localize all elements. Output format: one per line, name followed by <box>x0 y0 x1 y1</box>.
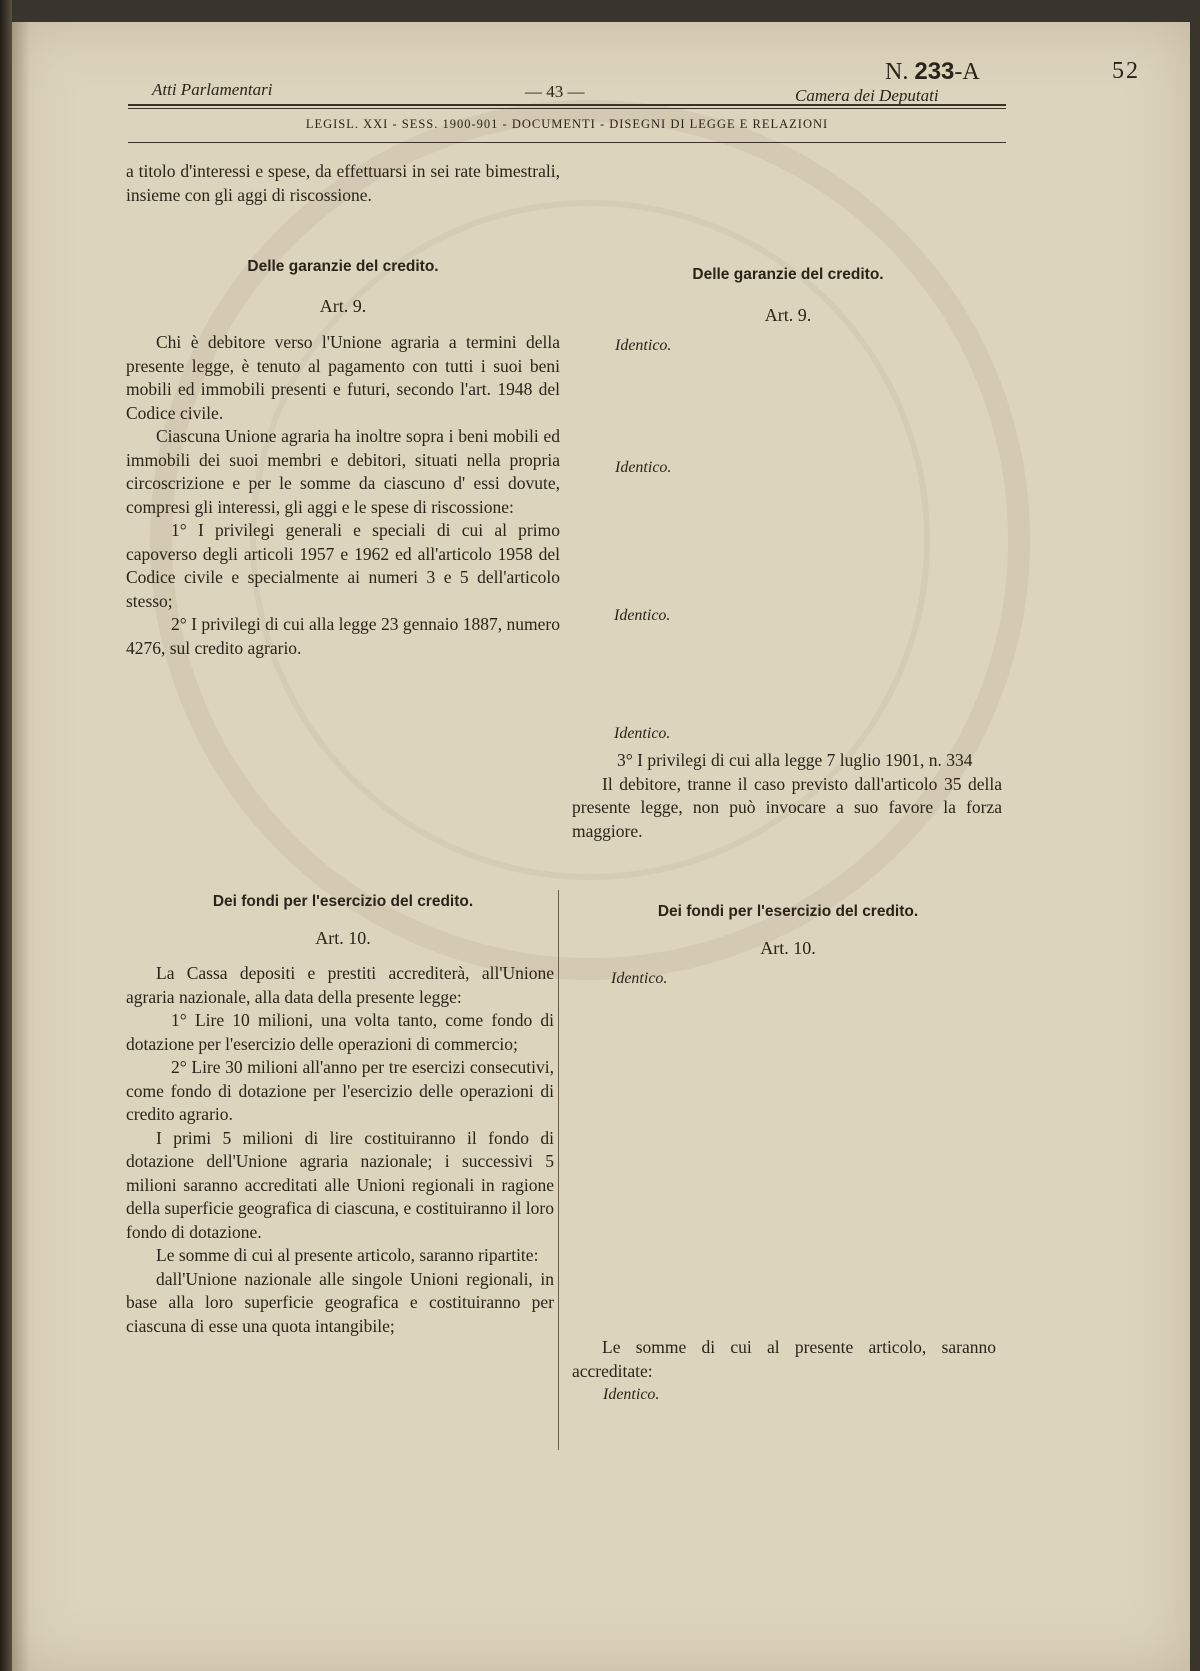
scan-left-edge <box>0 0 12 1671</box>
left-art10-title: Art. 10. <box>315 928 371 948</box>
right-art9-p3: 3° I privilegi di cui alla legge 7 luglio 1901, n. 334 <box>617 750 973 770</box>
right-art10-body <box>572 1336 996 1383</box>
left-section-title-fondi: Dei fondi per l'esercizio del credito. <box>212 893 474 910</box>
column-separator <box>558 890 559 1450</box>
document-number-value: 233 <box>914 58 955 85</box>
right-section-title-fondi: Dei fondi per l'esercizio del credito. <box>657 903 919 920</box>
right-art10-p5: Le somme di cui al presente articolo, saranno accreditate: <box>572 1337 996 1381</box>
right-identico-6: Identico. <box>603 1386 660 1403</box>
left-art10-p5: Le somme di cui al presente articolo, saranno ripartite: <box>156 1245 539 1265</box>
right-art10-heading <box>572 938 1004 959</box>
header-rule-bottom <box>128 142 1006 143</box>
header-subtitle: LEGISL. XXI - SESS. 1900-901 - DOCUMENTI - DISEGNI DI LEGGE E RELAZIONI <box>305 117 829 131</box>
left-art10-body <box>126 962 554 1338</box>
header-right: Camera dei Deputati <box>795 86 939 105</box>
header-rule-top-thin <box>128 108 1006 109</box>
left-art9-p3: 1° I privilegi generali e speciali di cui al primo capoverso degli articoli 1957 e 1962 ed all'articolo 1958 del Codice civile e specialmente ai numeri 3 e 5 dell'articolo stesso; <box>126 520 560 611</box>
left-art10-p4: I primi 5 milioni di lire costituiranno il fondo di dotazione dell'Unione agraria nazionale; i successivi 5 milioni saranno accreditati alle Unioni regionali in ragione della superficie geografica di ciascuna, e costituiranno il loro fondo di dotazione. <box>126 1127 554 1242</box>
document-number-suffix: -A <box>954 59 980 85</box>
left-art9-body <box>126 331 560 660</box>
left-art9-heading <box>126 296 560 317</box>
header-page-number: — 43 — <box>525 82 585 101</box>
left-art9-p2: Ciascuna Unione agraria ha inoltre sopra i beni mobili ed immobili dei suoi membri e debitori, situati nella propria circoscrizione e per le somme da ciascuno d' essi dovute, compresi gli interessi, gli aggi e le spese di riscossione: <box>126 426 560 517</box>
right-art9-title: Art. 9. <box>764 305 812 325</box>
header-rule-top <box>128 104 1006 106</box>
right-art9-body <box>572 749 1002 843</box>
left-art10-p1: La Cassa depositi e prestiti accrediterà, all'Unione agraria nazionale, alla data della presente legge: <box>126 963 554 1007</box>
archive-page-number: 52 <box>1112 58 1140 84</box>
right-section-fondi <box>572 903 1004 921</box>
left-section-fondi <box>126 893 560 911</box>
right-identico-1: Identico. <box>615 337 672 354</box>
left-art9-p1: Chi è debitore verso l'Unione agraria a termini della presente legge, è tenuto al pagamento con tutti i suoi beni mobili ed immobili presenti e futuri, secondo l'art. 1948 del Codice civile. <box>126 332 560 423</box>
left-art10-p6: dall'Unione nazionale alle singole Unioni regionali, in base alla loro superficie geografica e costituiranno per ciascuna di esse una quota intangibile; <box>126 1268 554 1336</box>
document-number-prefix: N. <box>885 59 909 85</box>
left-art10-p3: 2° Lire 30 milioni all'anno per tre esercizi consecutivi, come fondo di dotazione per l'esercizio delle operazioni di credito agrario. <box>126 1057 554 1124</box>
left-intro-text: a titolo d'interessi e spese, da effettuarsi in sei rate bimestrali, insieme con gli aggi di riscossione. <box>126 161 560 205</box>
page-fold-shadow <box>12 22 30 1671</box>
header-left: Atti Parlamentari <box>152 80 273 99</box>
right-section-garanzie <box>572 266 1004 284</box>
right-identico-4: Identico. <box>614 725 671 742</box>
right-art9-p4: Il debitore, tranne il caso previsto dall'articolo 35 della presente legge, non può invocare a suo favore la forza maggiore. <box>572 773 1002 841</box>
right-art10-title: Art. 10. <box>760 938 816 958</box>
right-identico-5: Identico. <box>611 970 668 987</box>
left-intro <box>126 160 560 207</box>
right-identico-3: Identico. <box>614 607 671 624</box>
right-section-title-garanzie: Delle garanzie del credito. <box>692 266 884 283</box>
left-art10-p2: 1° Lire 10 milioni, una volta tanto, come fondo di dotazione per l'esercizio delle operazioni di commercio; <box>126 1010 554 1054</box>
left-art9-title: Art. 9. <box>319 296 367 316</box>
right-art9-heading <box>572 305 1004 326</box>
right-identico-2: Identico. <box>615 459 672 476</box>
left-art9-p4: 2° I privilegi di cui alla legge 23 gennaio 1887, numero 4276, sul credito agrario. <box>126 614 560 658</box>
left-art10-heading <box>126 928 560 949</box>
document-number <box>885 58 980 86</box>
left-section-garanzie <box>126 258 560 276</box>
left-section-title-garanzie: Delle garanzie del credito. <box>247 258 439 275</box>
